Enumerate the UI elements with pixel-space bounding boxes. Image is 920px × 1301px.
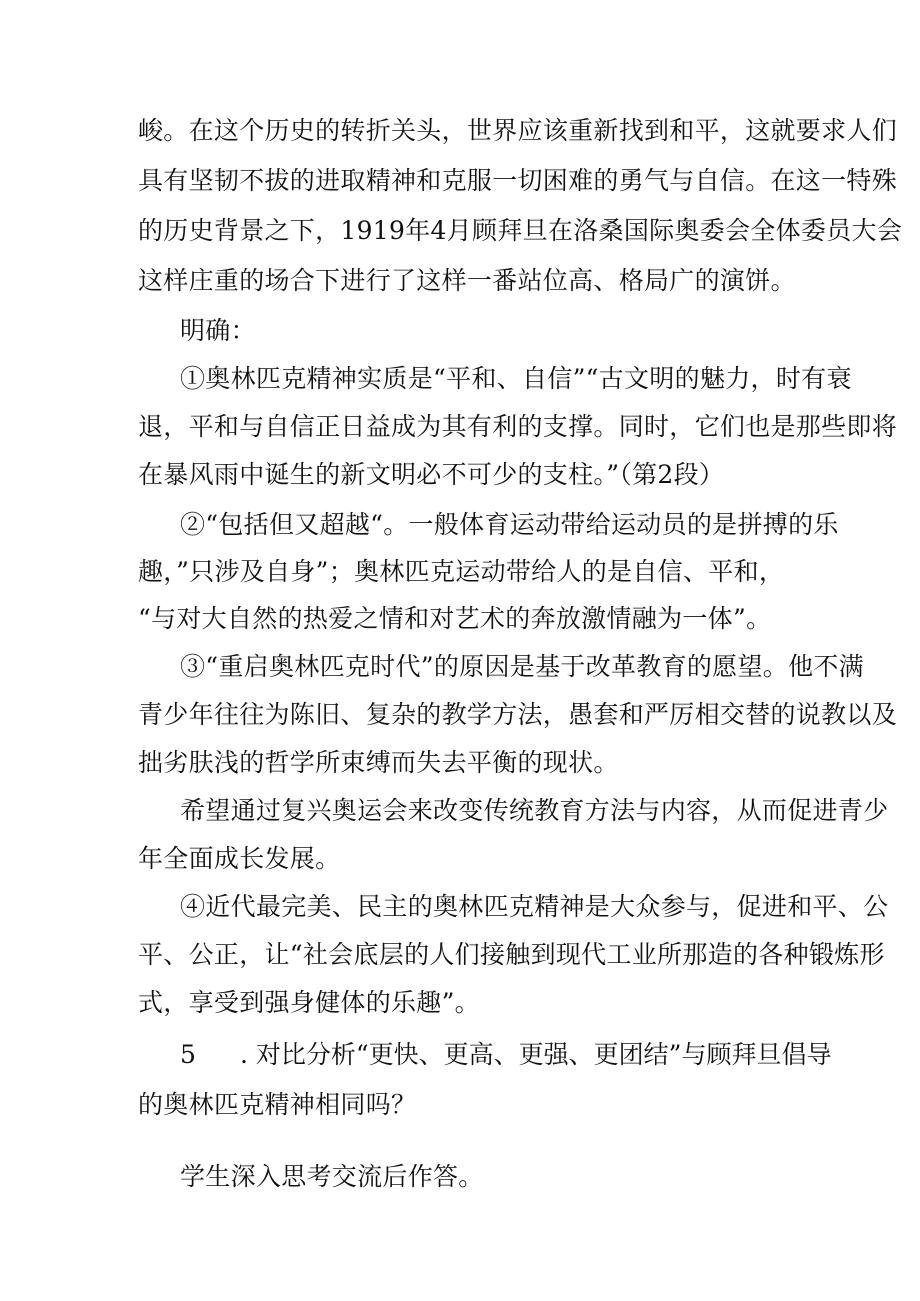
intro-line-3: 的历史背景之下，1919年4月顾拜旦在洛桑国际奥委会全体委员大会 — [138, 216, 903, 245]
question5-number: 5 — [180, 1040, 196, 1069]
point4-line-2: 平、公正，让“社会底层的人们接触到现代工业所那造的各种锻炼形 — [138, 940, 885, 969]
point4-line-1: ④近代最完美、民主的奥林匹克精神是大众参与，促进和平、公 — [180, 892, 889, 921]
point3-line-2: 青少年往往为陈旧、复杂的教学方法，愚套和严厉相交替的说教以及 — [138, 700, 898, 729]
point2-line-3: “与对大自然的热爱之情和对艺术的奔放激情融为一体”。 — [138, 604, 772, 633]
point3-cont-line-1: 希望通过复兴奥运会来改变传统教育方法与内容，从而促进青少 — [180, 796, 889, 825]
label-mingque: 明确： — [180, 316, 256, 345]
point1-line-2: 退，平和与自信正日益成为其有利的支撑。同时，它们也是那些即将 — [138, 412, 898, 441]
point4-line-3: 式，享受到强身健体的乐趣”。 — [138, 988, 480, 1017]
intro-line-1: 峻。在这个历史的转折关头，世界应该重新找到和平，这就要求人们 — [138, 116, 898, 145]
intro-line-4: 这样庄重的场合下进行了这样一番站位高、格局广的演饼。 — [138, 266, 796, 295]
question5-line-1: . 对比分析“更快、更高、更强、更团结”与顾拜旦倡导 — [240, 1040, 832, 1069]
answer-note: 学生深入思考交流后作答。 — [180, 1162, 484, 1191]
point1-line-1: ①奥林匹克精神实质是“平和、自信”“古文明的魅力，时有衰 — [180, 364, 852, 393]
point2-line-1: ②“包括但又超越“。一般体育运动带给运动员的是拼搏的乐 — [180, 510, 839, 539]
point1-line-3: 在暴风雨中诞生的新文明必不可少的支柱。”（第2段） — [138, 460, 725, 489]
point3-line-1: ③“重启奥林匹克时代”的原因是基于改革教育的愿望。他不满 — [180, 652, 864, 681]
intro-line-2: 具有坚韧不拔的进取精神和克服一切困难的勇气与自信。在这一特殊 — [138, 166, 898, 195]
point3-cont-line-2: 年全面成长发展。 — [138, 844, 341, 873]
question5-line-2: 的奥林匹克精神相同吗？ — [138, 1090, 417, 1119]
point2-line-2: 趣，”只涉及自身”；奥林匹克运动带给人的是自信、平和， — [138, 557, 785, 586]
point3-line-3: 拙劣肤浅的哲学所束缚而失去平衡的现状。 — [138, 748, 619, 777]
